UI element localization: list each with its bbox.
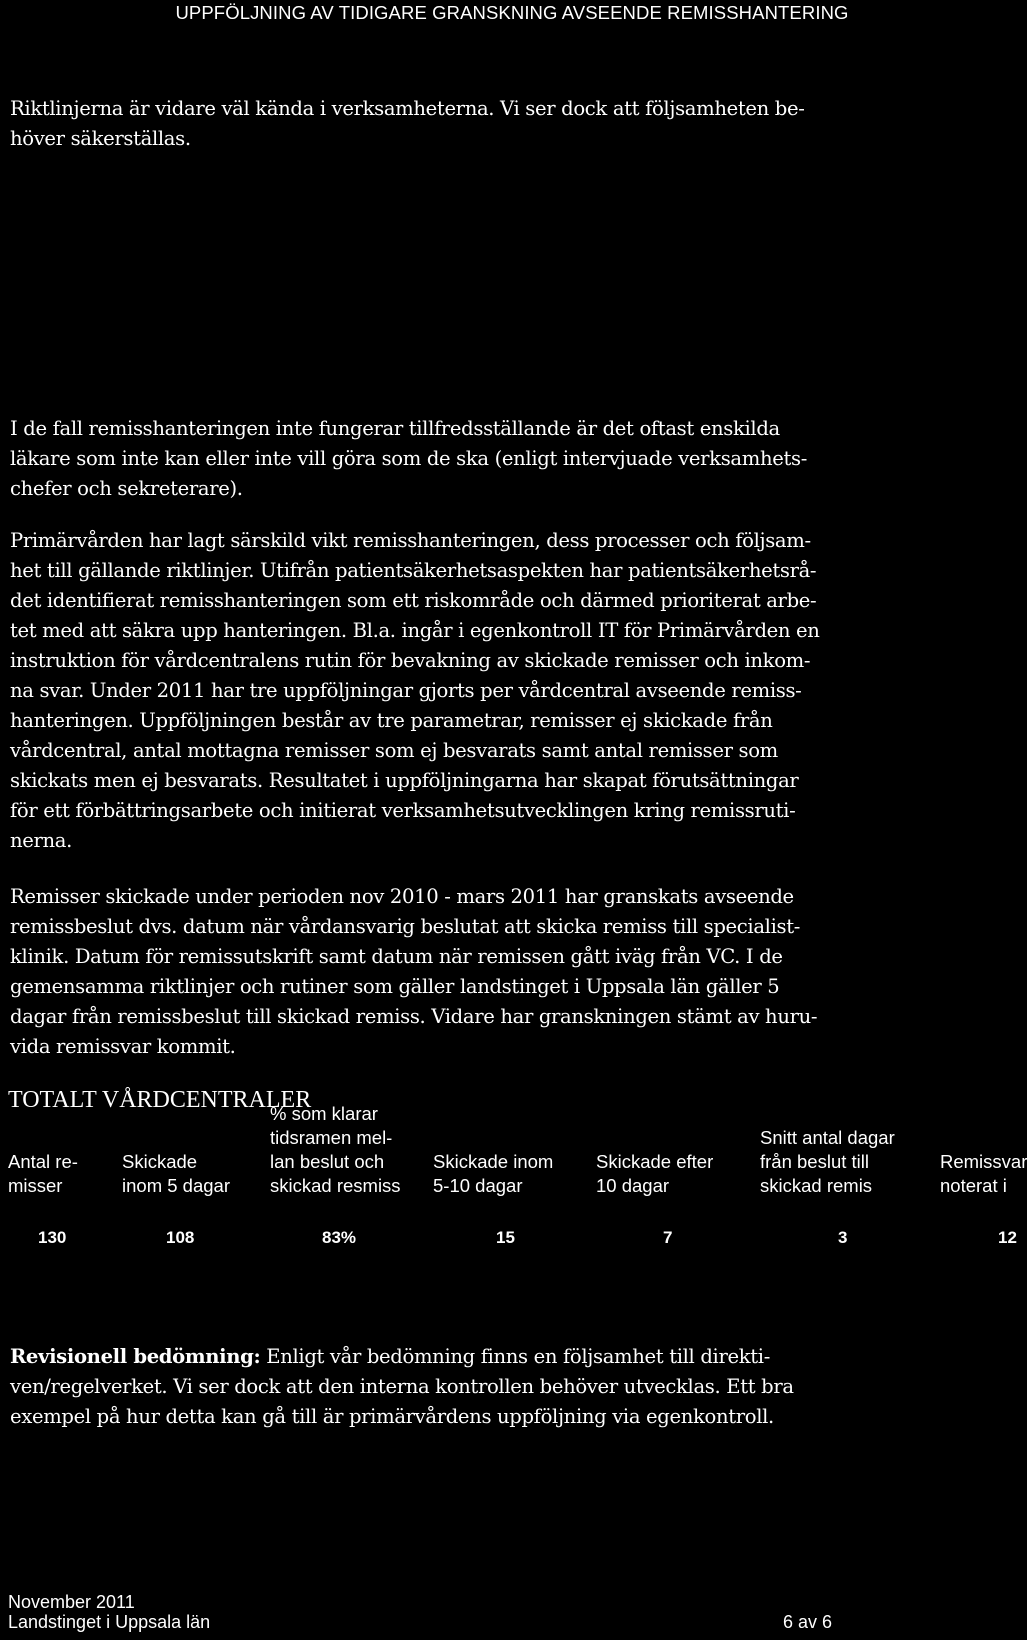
cell-value: 12 bbox=[998, 1228, 1017, 1247]
header-line: noterat i bbox=[940, 1175, 1007, 1196]
column-header bbox=[8, 1150, 78, 1198]
header-line: från beslut till bbox=[760, 1151, 869, 1172]
paragraph-primary-care bbox=[10, 526, 860, 856]
statistics-table bbox=[0, 1103, 1027, 1248]
page-number: 6 av 6 bbox=[782, 1612, 832, 1632]
header-line: Skickade bbox=[122, 1151, 198, 1172]
text-line: det identifierat remisshanteringen som ett riskområde och därmed prioriterat arbe- bbox=[10, 589, 817, 612]
text-line: chefer och sekreterare). bbox=[10, 477, 243, 500]
text-line: instruktion för vårdcentralens rutin för bevakning av skickade remisser och inkom- bbox=[10, 649, 811, 672]
text-line: het till gällande riktlinjer. Utifrån patientsäkerhetsaspekten har patientsäkerhetsrå- bbox=[10, 559, 817, 582]
page-header: UPPFÖLJNING AV TIDIGARE GRANSKNING AVSEENDE REMISSHANTERING bbox=[175, 2, 849, 23]
text-line: hanteringen. Uppföljningen består av tre parametrar, remisser ej skickade från bbox=[10, 709, 773, 732]
paragraph-individual-doctors bbox=[10, 414, 860, 504]
page-footer bbox=[8, 1592, 1008, 1632]
footer-date: November 2011 bbox=[8, 1592, 135, 1612]
header-line: Snitt antal dagar bbox=[760, 1127, 895, 1148]
footer-organization: Landstinget i Uppsala län bbox=[8, 1612, 211, 1632]
header-line: skickad resmiss bbox=[270, 1175, 401, 1196]
text-line: läkare som inte kan eller inte vill göra som de ska (enligt intervjuade verksamhets- bbox=[10, 447, 807, 470]
paragraph-assessment bbox=[10, 1342, 860, 1432]
text-line: Primärvården har lagt särskild vikt remisshanteringen, dess processer och följsam- bbox=[10, 529, 811, 552]
cell-value: 108 bbox=[166, 1228, 195, 1247]
header-line: skickad remis bbox=[760, 1175, 873, 1196]
paragraph-review-period bbox=[10, 882, 860, 1062]
cell-value: 15 bbox=[496, 1228, 515, 1247]
text-line: tet med att säkra upp hanteringen. Bl.a. ingår i egenkontroll IT för Primärvården en bbox=[10, 619, 820, 642]
section-heading: TOTALT VÅRDCENTRALER bbox=[8, 1087, 312, 1113]
header-line: Skickade inom bbox=[433, 1151, 554, 1172]
text-line: na svar. Under 2011 har tre uppföljningar gjorts per vårdcentral avseende remiss- bbox=[10, 679, 802, 702]
header-line: inom 5 dagar bbox=[122, 1175, 230, 1196]
cell-value: 83% bbox=[322, 1228, 357, 1247]
header-line: Skickade efter bbox=[596, 1151, 714, 1172]
cell-value: 7 bbox=[663, 1228, 673, 1247]
header-line: misser bbox=[8, 1175, 63, 1196]
header-line: 5-10 dagar bbox=[433, 1175, 523, 1196]
text-line: vida remissvar kommit. bbox=[10, 1035, 236, 1058]
text-line: nerna. bbox=[10, 829, 73, 852]
column-header bbox=[760, 1126, 895, 1198]
text-line: ven/regelverket. Vi ser dock att den interna kontrollen behöver utvecklas. Ett bra bbox=[10, 1375, 794, 1398]
text-line: exempel på hur detta kan gå till är primärvårdens uppföljning via egenkontroll. bbox=[10, 1405, 774, 1428]
column-header bbox=[940, 1150, 1027, 1198]
assessment-label: Revisionell bedömning: bbox=[10, 1345, 261, 1368]
text-line: klinik. Datum för remissutskrift samt datum när remissen gått iväg från VC. I de bbox=[10, 945, 783, 968]
text-line: gemensamma riktlinjer och rutiner som gäller landstinget i Uppsala län gäller 5 bbox=[10, 975, 780, 998]
text-line: Riktlinjerna är vidare väl kända i verksamheterna. Vi ser dock att följsamheten be- bbox=[10, 97, 805, 120]
text-line: Remisser skickade under perioden nov 2010 - mars 2011 har granskats avseende bbox=[10, 885, 794, 908]
text-line: remissbeslut dvs. datum när vårdansvarig beslutat att skicka remiss till specialist- bbox=[10, 915, 801, 938]
header-line: % som klarar bbox=[270, 1103, 378, 1124]
text-line: höver säkerställas. bbox=[10, 127, 191, 150]
text-line: dagar från remissbeslut till skickad remiss. Vidare har granskningen stämt av huru- bbox=[10, 1005, 818, 1028]
cell-value: 3 bbox=[838, 1228, 848, 1247]
column-header bbox=[270, 1102, 401, 1198]
text-line: vårdcentral, antal mottagna remisser som ej besvarats samt antal remisser som bbox=[10, 739, 778, 762]
paragraph-guidelines bbox=[10, 94, 860, 154]
text-line: för ett förbättringsarbete och initierat verksamhetsutvecklingen kring remissruti- bbox=[10, 799, 796, 822]
text-line: I de fall remisshanteringen inte fungerar tillfredsställande är det oftast enskilda bbox=[10, 417, 780, 440]
assessment-text: Enligt vår bedömning finns en följsamhet till direkti- bbox=[260, 1345, 770, 1368]
header-line: Remissvar bbox=[940, 1151, 1027, 1172]
header-line: 10 dagar bbox=[596, 1175, 670, 1196]
text-line bbox=[10, 1342, 860, 1372]
header-line: tidsramen mel- bbox=[270, 1127, 393, 1148]
column-header bbox=[122, 1150, 230, 1198]
header-line: lan beslut och bbox=[270, 1151, 385, 1172]
text-line: skickats men ej besvarats. Resultatet i uppföljningarna har skapat förutsättningar bbox=[10, 769, 799, 792]
cell-value: 130 bbox=[38, 1228, 67, 1247]
column-header bbox=[596, 1150, 713, 1198]
header-line: Antal re- bbox=[8, 1151, 78, 1172]
column-header bbox=[433, 1150, 553, 1198]
